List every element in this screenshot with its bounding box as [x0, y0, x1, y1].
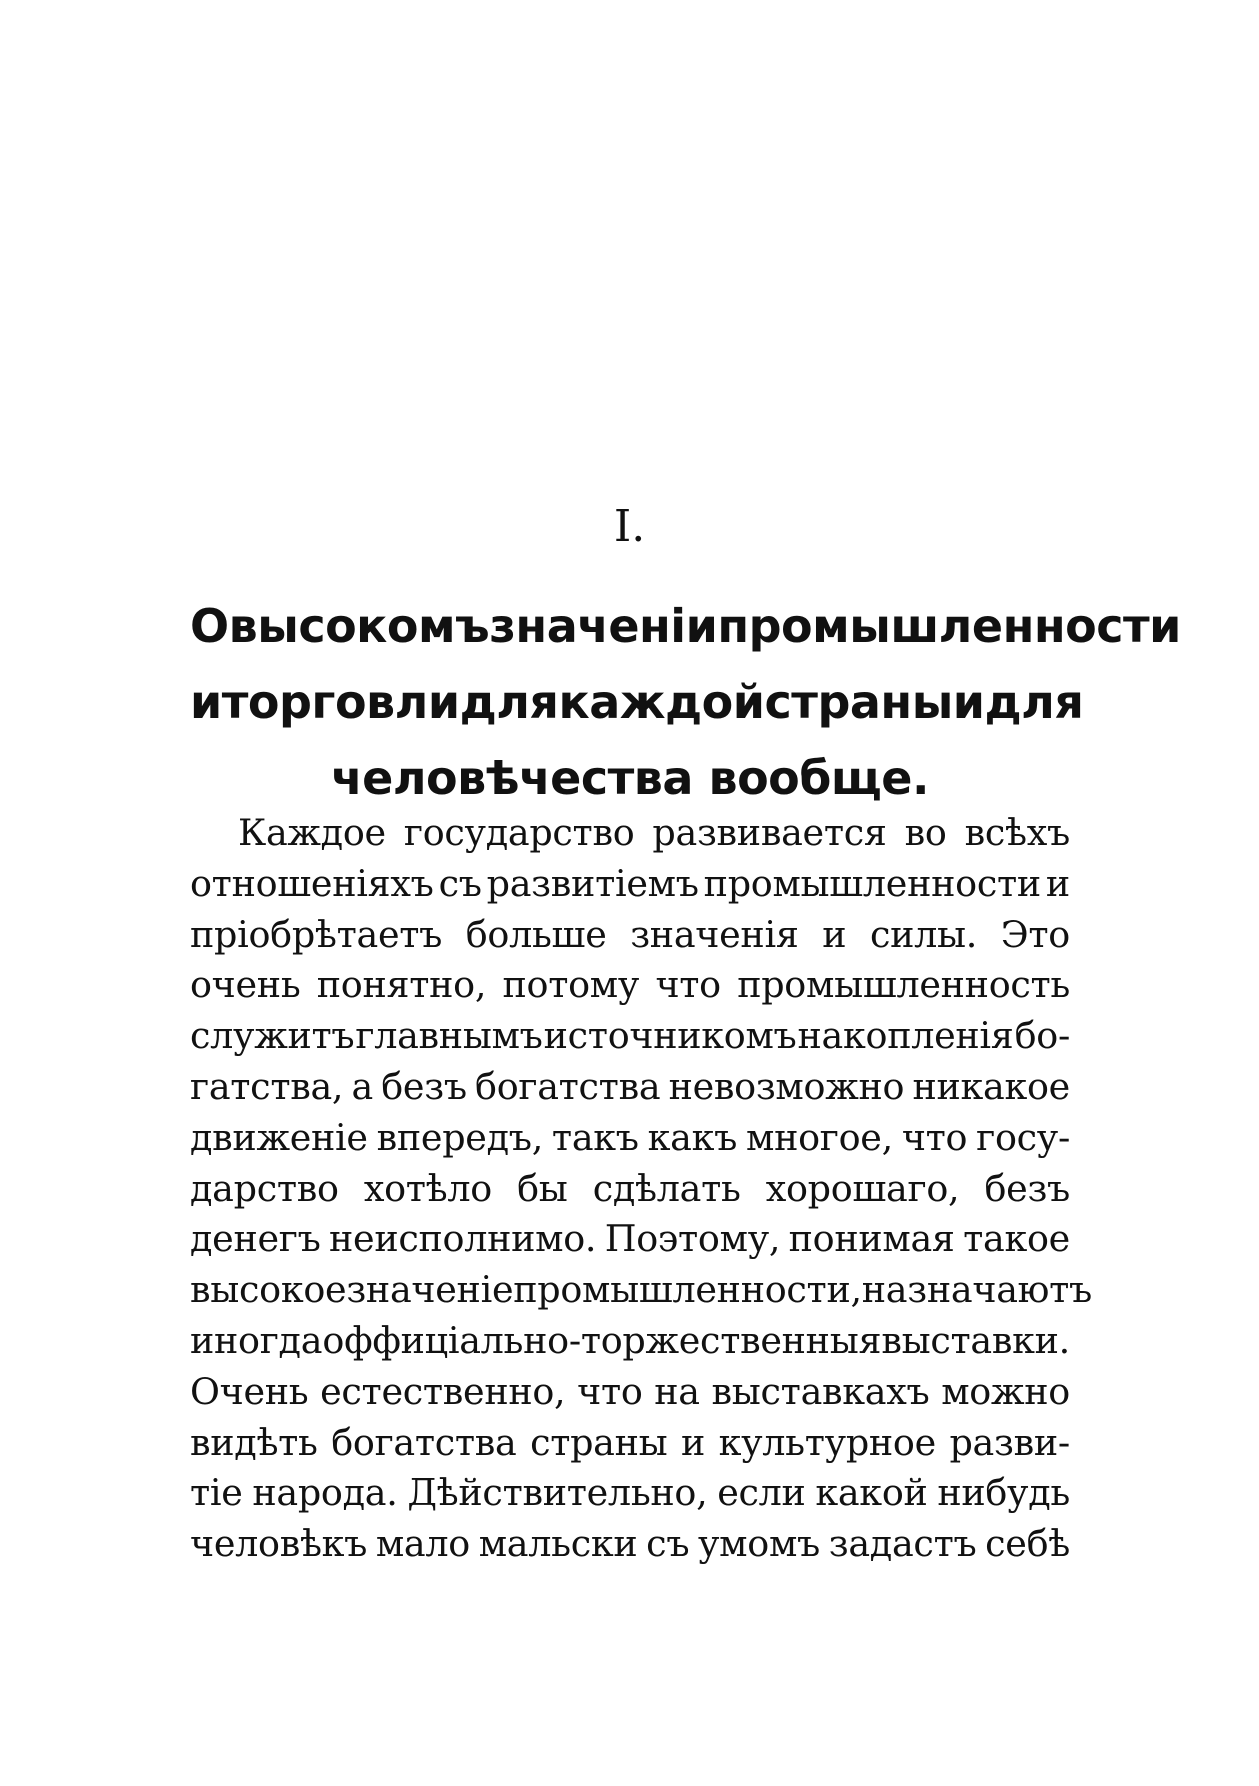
title-word: торговли: [221, 675, 460, 729]
body-word: значенія: [630, 912, 799, 956]
body-word: тіе: [190, 1471, 243, 1515]
body-line: [190, 1062, 1070, 1113]
title-word: и: [190, 675, 222, 729]
chapter-title: [190, 588, 1181, 816]
body-word: можно: [941, 1369, 1070, 1413]
body-word: дарство: [190, 1166, 339, 1210]
title-word: и: [952, 675, 985, 729]
body-word: а: [351, 1064, 373, 1108]
body-line: [190, 1214, 1070, 1265]
body-word: страны: [530, 1420, 668, 1464]
title-word: О: [190, 599, 229, 653]
body-word: задастъ: [828, 1522, 977, 1566]
title-line-1: [190, 588, 1181, 664]
body-word: съ: [438, 861, 482, 905]
chapter-number: I.: [613, 501, 646, 552]
body-line: [190, 1011, 1070, 1062]
body-word: народа.: [252, 1471, 398, 1515]
body-word: оффиціально-торжественныя: [322, 1318, 882, 1362]
body-word: накопленія: [797, 1014, 1014, 1058]
body-line: [190, 960, 1070, 1011]
body-word: невозможно: [668, 1064, 905, 1108]
body-word: культурное: [718, 1420, 936, 1464]
body-line: [190, 1519, 1070, 1570]
title-word: каждой: [558, 675, 765, 729]
body-word: естественно,: [320, 1369, 566, 1413]
body-word: госу-: [976, 1115, 1070, 1159]
body-word: денегъ: [190, 1217, 321, 1261]
body-word: Дѣйствительно,: [407, 1471, 708, 1515]
body-word: Поэтому,: [604, 1217, 781, 1261]
body-word: силы.: [869, 912, 978, 956]
body-word: что: [577, 1369, 643, 1413]
body-line: [190, 1164, 1070, 1215]
body-word: служитъ: [190, 1014, 355, 1058]
title-line-2: [190, 664, 1084, 740]
body-word: какой: [815, 1471, 928, 1515]
body-word: впередъ,: [376, 1115, 543, 1159]
body-line: [190, 1468, 1070, 1519]
body-word: себѣ: [985, 1522, 1070, 1566]
body-word: Очень: [190, 1369, 309, 1413]
body-word: назначаютъ: [861, 1268, 1092, 1312]
body-word: человѣкъ: [190, 1522, 368, 1566]
body-word: безъ: [381, 1064, 467, 1108]
body-word: безъ: [984, 1166, 1070, 1210]
body-word: выставкахъ: [711, 1369, 930, 1413]
body-word: такъ: [551, 1115, 639, 1159]
body-word: мало: [375, 1522, 470, 1566]
body-word: промышленность: [737, 963, 1070, 1007]
body-word: отношеніяхъ: [190, 861, 434, 905]
body-word: никакое: [912, 1064, 1070, 1108]
body-word: съ: [646, 1522, 690, 1566]
title-word: страны: [764, 675, 953, 729]
body-word: развивается: [652, 811, 887, 854]
body-line: [190, 910, 1070, 961]
body-word: промышленности,: [513, 1268, 862, 1312]
body-word: значеніе: [346, 1268, 514, 1312]
body-line: [190, 1113, 1070, 1164]
body-word: очень: [190, 963, 301, 1007]
body-word: и: [822, 912, 847, 956]
body-word: и: [681, 1420, 706, 1464]
body-word: хорошаго,: [765, 1166, 960, 1210]
body-word: и: [1045, 861, 1070, 905]
title-word: промышленности: [717, 599, 1181, 653]
body-word: всѣхъ: [964, 811, 1070, 854]
body-line: [190, 1316, 1070, 1367]
body-line: [190, 1367, 1070, 1418]
body-word: потому: [502, 963, 640, 1007]
body-word: если: [717, 1471, 806, 1515]
body-word: движеніе: [190, 1115, 368, 1159]
body-word: развитіемъ: [486, 861, 699, 905]
body-word: высокое: [190, 1268, 347, 1312]
body-word: какъ: [647, 1115, 738, 1159]
body-word: что: [901, 1115, 968, 1159]
body-word: видѣть: [190, 1420, 318, 1464]
body-word: иногда: [190, 1318, 323, 1362]
body-word: понимая: [788, 1217, 955, 1261]
body-word: главнымъ: [355, 1014, 543, 1058]
body-word: больше: [465, 912, 607, 956]
body-paragraph: [190, 808, 1092, 1570]
body-word: во: [904, 811, 947, 854]
title-word: высокомъ: [228, 599, 490, 653]
title-word: для: [459, 675, 559, 729]
body-line: [190, 859, 1070, 910]
body-word: неисполнимо.: [329, 1217, 597, 1261]
body-line: [190, 1265, 1092, 1316]
title-word: для: [984, 675, 1084, 729]
body-word: сдѣлать: [592, 1166, 741, 1210]
body-word: Каждое: [238, 811, 386, 854]
title-line-3: человѣчества вообще.: [331, 751, 929, 805]
body-word: что: [655, 963, 721, 1007]
body-word: выставки.: [881, 1318, 1070, 1362]
body-line: [190, 1418, 1070, 1469]
body-word: понятно,: [316, 963, 487, 1007]
body-word: на: [654, 1369, 700, 1413]
body-word: умомъ: [698, 1522, 820, 1566]
body-word: Это: [1000, 912, 1070, 956]
body-word: бы: [517, 1166, 568, 1210]
body-word: государство: [403, 811, 635, 854]
body-word: хотѣло: [363, 1166, 492, 1210]
body-word: мальски: [478, 1522, 638, 1566]
body-word: источникомъ: [543, 1014, 797, 1058]
body-word: нибудь: [937, 1471, 1070, 1515]
body-word: гатства,: [190, 1064, 344, 1108]
body-line: [190, 808, 1070, 859]
body-word: богатства: [331, 1420, 517, 1464]
body-word: богатства: [475, 1064, 661, 1108]
body-word: такое: [963, 1217, 1070, 1261]
body-word: многое,: [745, 1115, 893, 1159]
body-word: пріобрѣтаетъ: [190, 912, 443, 956]
title-word: значеніи: [489, 599, 718, 653]
body-word: бо-: [1014, 1014, 1070, 1058]
body-word: промышленности: [703, 861, 1041, 905]
body-word: разви-: [949, 1420, 1070, 1464]
